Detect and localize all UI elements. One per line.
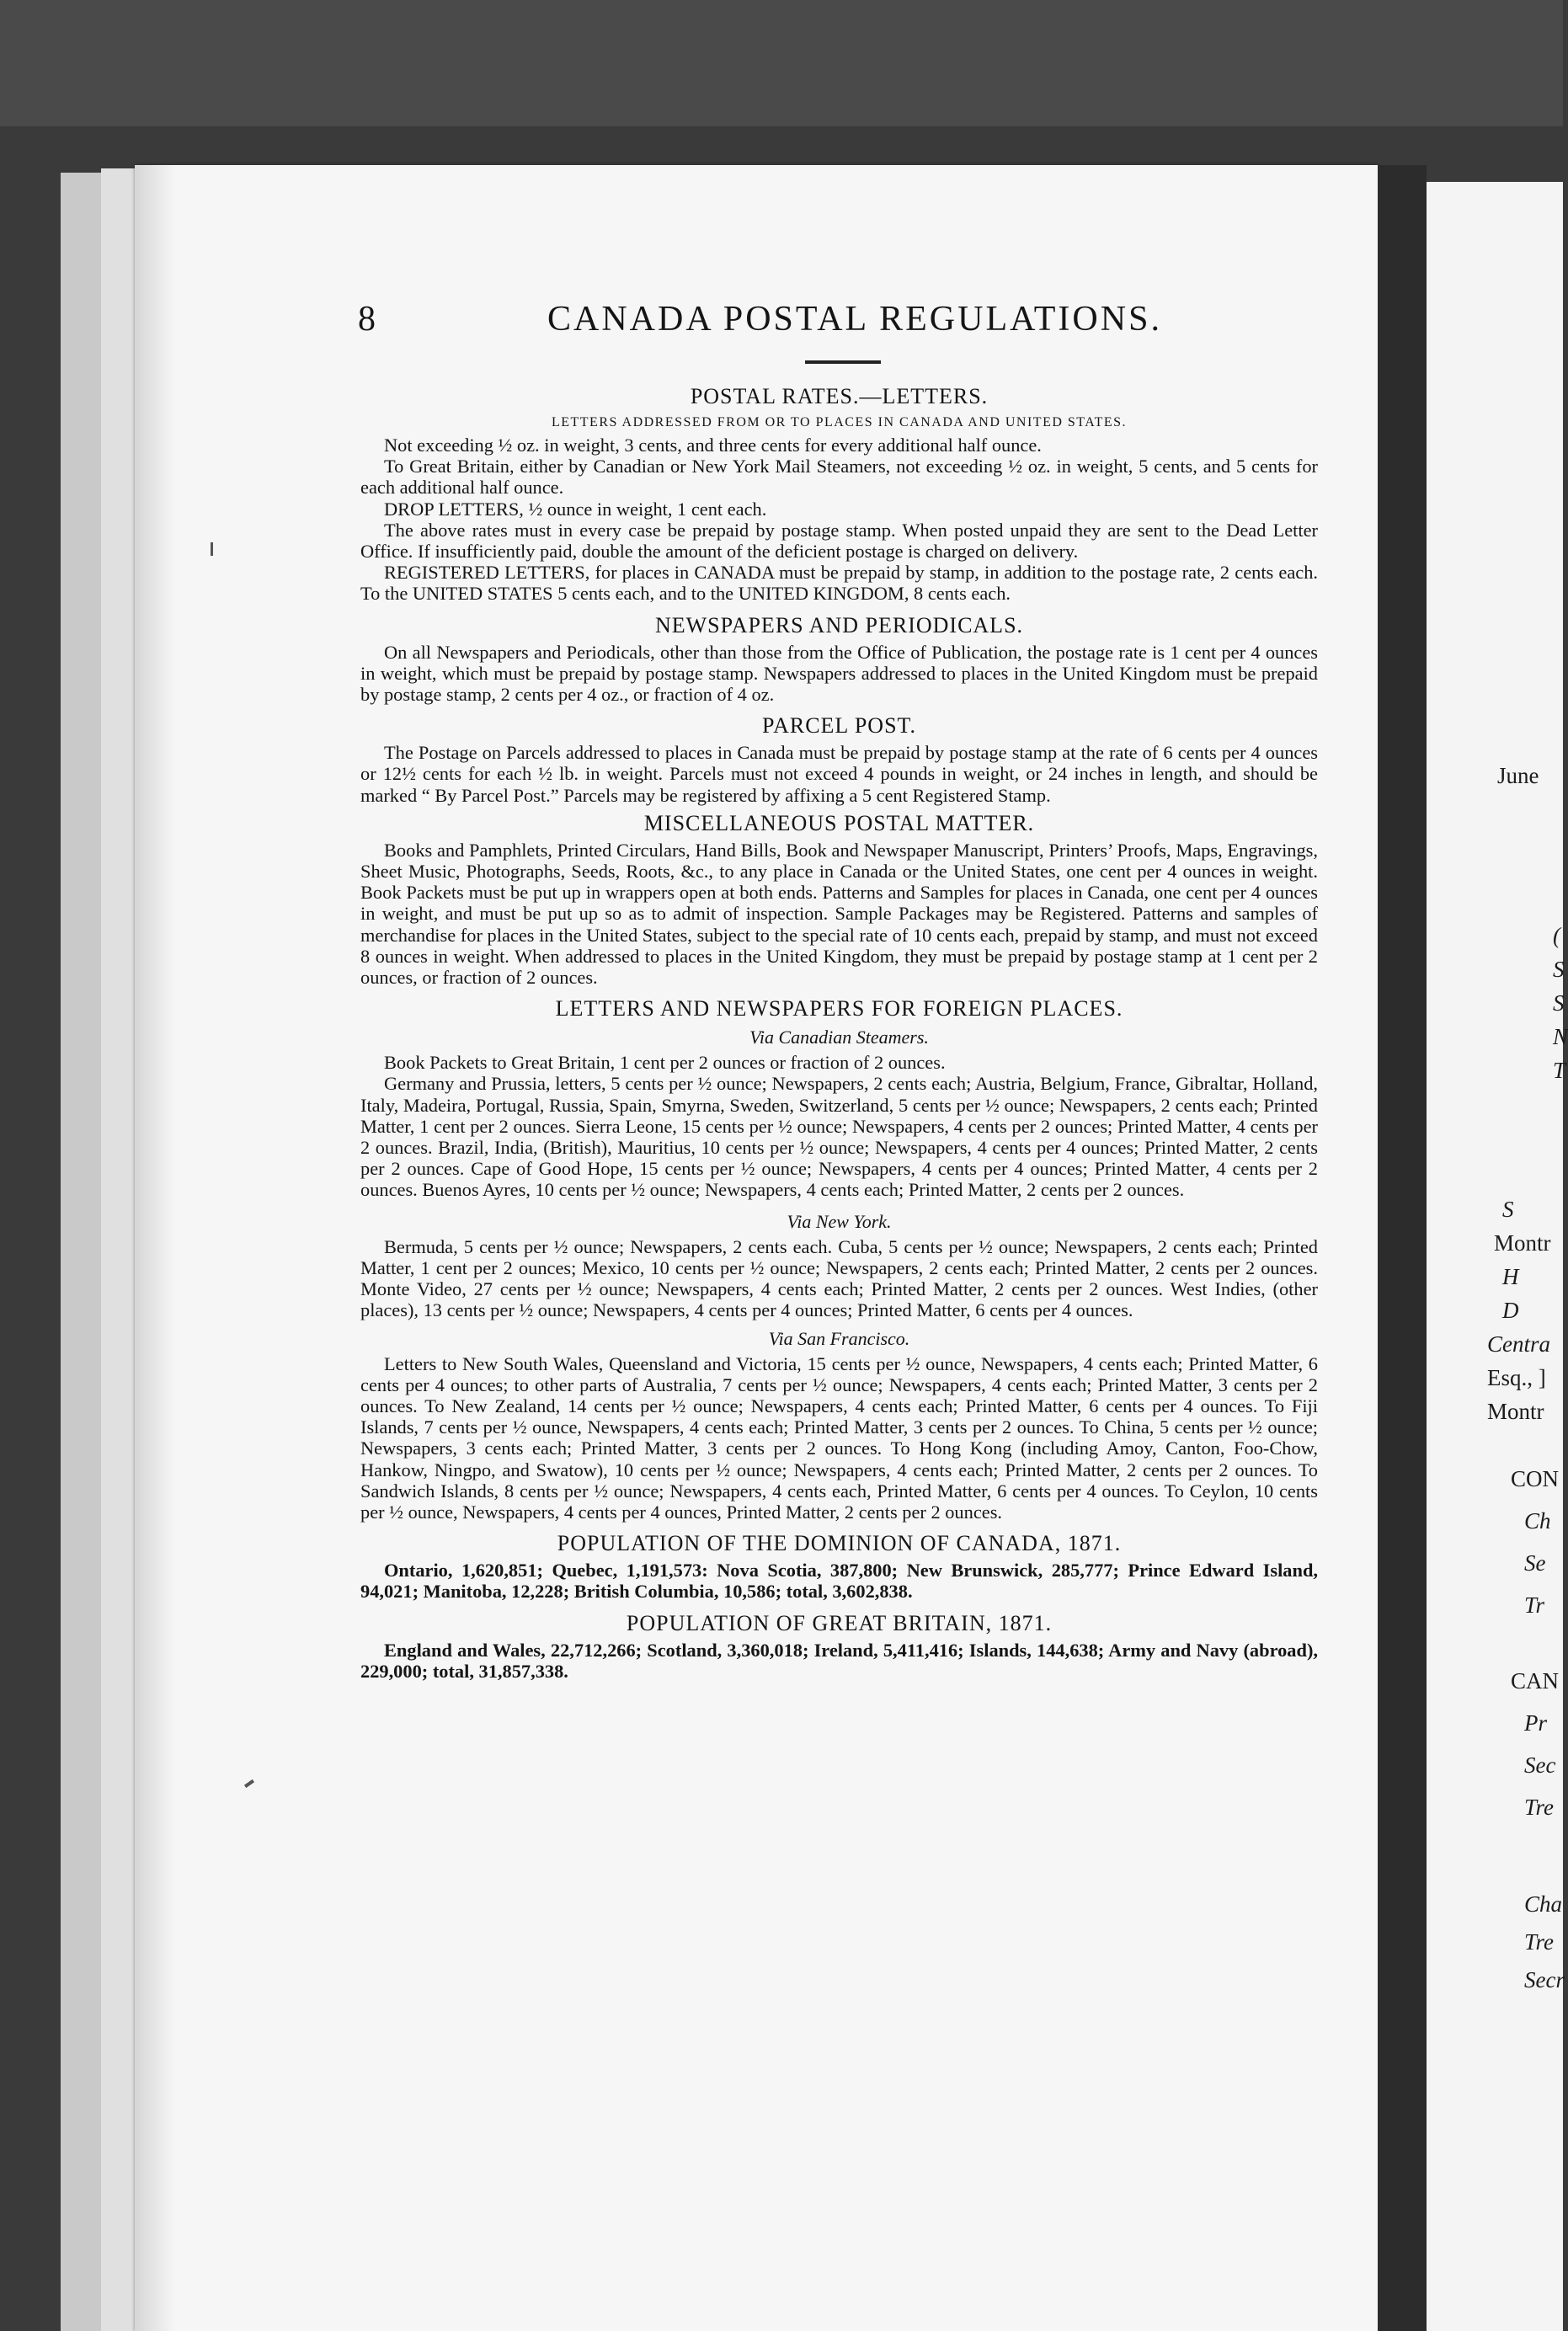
- facing-page-fragment: Sec: [1524, 1752, 1556, 1778]
- section-heading-miscellaneous: MISCELLANEOUS POSTAL MATTER.: [643, 810, 1035, 835]
- section-heading-parcel-post: PARCEL POST.: [762, 713, 916, 739]
- book-gutter: [1378, 165, 1427, 2331]
- facing-page-fragment: Esq., ]: [1487, 1365, 1546, 1390]
- facing-page-fragment: Se: [1524, 1550, 1546, 1576]
- facing-page-fragment: T: [1553, 1058, 1566, 1083]
- paragraph: Letters to New South Wales, Queensland and Victoria, 15 cents per ½ ounce, Newspapers, 4 cents each; Printed Matter, 6 cents per 4 ounces; to other parts of Australia, 7 cents per ½ ounce; Newspapers, 4 cents each; Printed Matter, 3 cents per 2 ounces. To New Zealand, 14 cents per ½ ounce; Newspapers, 4 cents each; Printed Matter, 6 cents per 4 ounces. To Fiji Islands, 7 cents per ½ ounce, Newspapers, 4 cents each; Printed Matter, 3 cents per 2 ounces. To China, 5 cents per ½ ounce; Newspapers, 3 cents each; Printed Matter, 3 cents per 2 ounces. To Hong Kong (including Amoy, Canton, Foo-Chow, Hankow, Ningpo, and Swatow), 10 cents per ½ ounce; Newspapers, 4 cents each; Printed Matter, 2 cents per 2 ounces. To Sandwich Islands, 8 cents per ½ ounce; Newspapers, 4 cents each, Printed Matter, 6 cents per 4 ounces. To Ceylon, 10 cents per ½ ounce, Newspapers, 4 cents per 4 ounces, Printed Matter, 2 cents per 2 ounces.: [360, 1352, 1318, 1523]
- facing-page-fragment: Pr: [1524, 1710, 1547, 1736]
- facing-page-fragment: Centra: [1487, 1331, 1551, 1357]
- section-heading-newspapers: NEWSPAPERS AND PERIODICALS.: [654, 612, 1024, 637]
- facing-page-fragment: D: [1502, 1298, 1519, 1323]
- paragraph: England and Wales, 22,712,266; Scotland, 3,360,018; Ireland, 5,411,416; Islands, 144,638; Army and Navy (abroad), 229,000; total, 31,857,338.: [360, 1639, 1318, 1682]
- facing-page-fragment: Montr: [1494, 1230, 1551, 1256]
- paragraph: Ontario, 1,620,851; Quebec, 1,191,573: Nova Scotia, 387,800; New Brunswick, 285,777; Prince Edward Island, 94,021; Manitoba, 12,228; British Columbia, 10,586; total, 3,602,838.: [360, 1560, 1318, 1603]
- facing-page: [1427, 182, 1568, 2331]
- facing-page-fragment: Ch: [1524, 1508, 1551, 1534]
- subheading-via-new-york: Via New York.: [787, 1210, 892, 1232]
- paragraph: REGISTERED LETTERS, for places in CANADA must be prepaid by stamp, in addition to the postage rate, 2 cents each. To the UNITED STATES 5 cents each, and to the UNITED KINGDOM, 8 cents each.: [360, 562, 1318, 605]
- paragraph: To Great Britain, either by Canadian or New York Mail Steamers, not exceeding ½ oz. in weight, 5 cents, and 5 cents for each additional half ounce.: [360, 456, 1318, 499]
- stray-mark: [211, 542, 213, 556]
- paragraph: On all Newspapers and Periodicals, other than those from the Office of Publication, the postage rate is 1 cent per 4 ounces in weight, which must be prepaid by postage stamp. Newspapers addressed to places in the United Kingdom must be prepaid by postage stamp, 2 cents per 4 oz., or fraction of 4 oz.: [360, 641, 1318, 706]
- facing-page-fragment: N: [1553, 1024, 1568, 1049]
- running-title: CANADA POSTAL REGULATIONS.: [547, 300, 1162, 339]
- facing-page-fragment: Tr: [1524, 1592, 1545, 1618]
- facing-page-fragment: S: [1553, 990, 1565, 1016]
- facing-page-fragment: Montr: [1487, 1399, 1544, 1424]
- facing-page-fragment: CAN: [1511, 1668, 1560, 1694]
- subheading-via-san-francisco: Via San Francisco.: [768, 1327, 910, 1349]
- title-rule: [805, 360, 881, 364]
- facing-page-fragment: CON: [1511, 1466, 1560, 1491]
- paragraph: DROP LETTERS, ½ ounce in weight, 1 cent each.: [384, 498, 767, 520]
- facing-page-fragment: H: [1502, 1264, 1519, 1289]
- scanner-background: [0, 0, 1563, 126]
- paragraph: Germany and Prussia, letters, 5 cents per ½ ounce; Newspapers, 2 cents each; Austria, Belgium, France, Gibraltar, Holland, Italy, Madeira, Portugal, Russia, Spain, Smyrna, Sweden, Switzerland, 5 cents per ½ ounce; Newspapers, 2 cents each; Printed Matter, 1 cent per 2 ounces. Sierra Leone, 15 cents per ½ ounce; Newspapers, 4 cents per 2 ounces; Printed Matter, 4 cents per 2 ounces. Brazil, India, (British), Mauritius, 10 cents per ½ ounce; Newspapers, 4 cents per 4 ounces; Printed Matter, 2 cents per 2 ounces. Cape of Good Hope, 15 cents per ½ ounce; Newspapers, 4 cents per 4 ounces; Printed Matter, 4 cents per 2 ounces. Buenos Ayres, 10 cents per ½ ounce; Newspapers, 4 cents each; Printed Matter, 2 cents per 2 ounces.: [360, 1073, 1318, 1201]
- page-number: 8: [358, 300, 376, 339]
- facing-page-fragment: Tre: [1524, 1929, 1555, 1955]
- facing-page-fragment: (: [1553, 923, 1560, 948]
- section-subheading: LETTERS ADDRESSED FROM OR TO PLACES IN CANADA AND UNITED STATES.: [551, 415, 1128, 429]
- section-heading-foreign: LETTERS AND NEWSPAPERS FOR FOREIGN PLACES.: [555, 996, 1123, 1021]
- paragraph: Book Packets to Great Britain, 1 cent per 2 ounces or fraction of 2 ounces.: [384, 1052, 946, 1074]
- facing-page-fragment: Tre: [1524, 1795, 1555, 1820]
- facing-page-fragment: June: [1497, 763, 1539, 788]
- facing-page-fragment: Cha: [1524, 1891, 1563, 1917]
- paragraph: Books and Pamphlets, Printed Circulars, Hand Bills, Book and Newspaper Manuscript, Printers’ Proofs, Maps, Engravings, Sheet Music, Photographs, Seeds, Roots, &c., to any place in Canada or the United States, one cent per 4 ounces in weight. Book Packets must be put up in wrappers open at both ends. Patterns and Samples for places in Canada, one cent per 4 ounces in weight, and must be put up so as to admit of inspection. Sample Packages may be Registered. Patterns and samples of merchandise for places in the United States, subject to the special rate of 10 cents each, prepaid by stamp, and must not exceed 8 ounces in weight. When addressed to places in the United Kingdom, they must be prepaid by postage stamp at 1 cent per 2 ounces, or fraction of 2 ounces.: [360, 839, 1318, 989]
- page-shade: [135, 165, 175, 2331]
- facing-page-fragment: Secr: [1524, 1967, 1565, 1992]
- paragraph: The above rates must in every case be prepaid by postage stamp. When posted unpaid they are sent to the Dead Letter Office. If insufficiently paid, double the amount of the deficient postage is charged on delivery.: [360, 519, 1318, 563]
- section-heading-population-canada: POPULATION OF THE DOMINION OF CANADA, 1871.: [557, 1531, 1122, 1556]
- subheading-via-canadian-steamers: Via Canadian Steamers.: [749, 1027, 929, 1048]
- paragraph: Bermuda, 5 cents per ½ ounce; Newspapers, 2 cents each. Cuba, 5 cents per ½ ounce; Newspapers, 2 cents each; Printed Matter, 1 cent per 2 ounces; Mexico, 10 cents per ½ ounce; Newspapers, 2 cents each; Printed Matter, 2 cents per 2 ounces. Monte Video, 27 cents per ½ ounce; Newspapers, 4 cents each; Printed Matter, 2 cents per 2 ounces. West Indies, (other places), 13 cents per ½ ounce; Newspapers, 4 cents per 4 ounces; Printed Matter, 6 cents per 4 ounces.: [360, 1235, 1318, 1321]
- page-stack-edge-2: [101, 168, 135, 2331]
- page-body: [360, 379, 1318, 1682]
- section-heading-letters: POSTAL RATES.—LETTERS.: [690, 384, 989, 408]
- facing-page-fragment: S: [1553, 957, 1565, 982]
- paragraph: Not exceeding ½ oz. in weight, 3 cents, and three cents for every additional half ounce.: [384, 435, 1042, 456]
- section-heading-population-britain: POPULATION OF GREAT BRITAIN, 1871.: [626, 1610, 1053, 1635]
- paragraph: The Postage on Parcels addressed to places in Canada must be prepaid by postage stamp at the rate of 6 cents per 4 ounces or 12½ cents for each ½ lb. in weight. Parcels must not exceed 4 pounds in weight, or 24 inches in length, and should be marked “ By Parcel Post.” Parcels may be registered by affixing a 5 cent Registered Stamp.: [360, 742, 1318, 806]
- facing-page-fragment: S: [1502, 1197, 1514, 1222]
